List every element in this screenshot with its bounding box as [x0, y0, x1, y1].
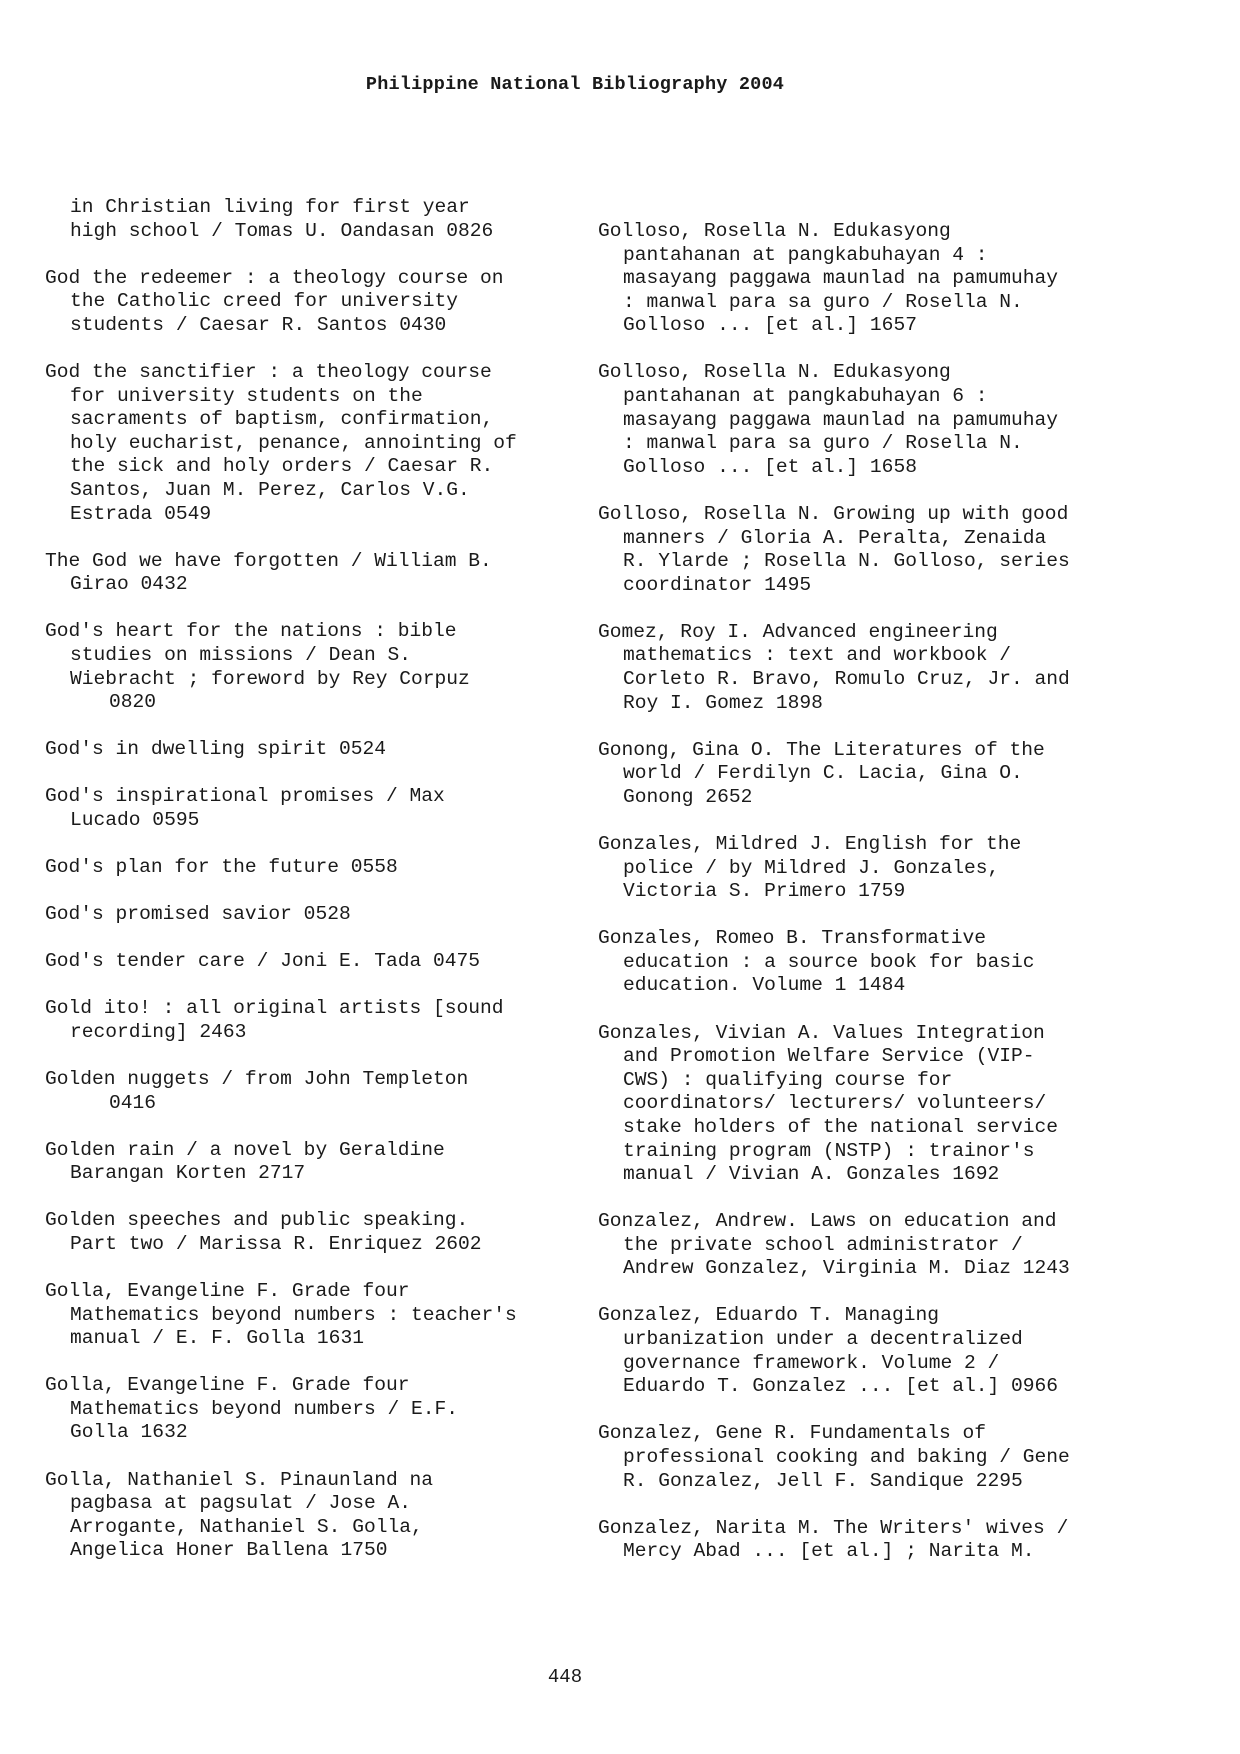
entry-line: education. Volume 1 1484: [623, 974, 906, 997]
bibliography-entry: [45, 950, 565, 974]
entry-line: recording] 2463: [70, 1020, 247, 1043]
entry-line: God the sanctifier : a theology course: [45, 360, 492, 383]
entry-line: pantahanan at pangkabuhayan 6 :: [623, 385, 988, 408]
bibliography-entry: [45, 1139, 565, 1186]
bibliography-entry: [598, 833, 1118, 904]
entry-line: Gold ito! : all original artists [sound: [45, 997, 504, 1020]
entry-line: Andrew Gonzalez, Virginia M. Diaz 1243: [623, 1257, 1070, 1280]
entry-line: Wiebracht ; foreword by Rey Corpuz: [70, 667, 470, 690]
entry-line: Santos, Juan M. Perez, Carlos V.G.: [70, 478, 470, 501]
entry-line: stake holders of the national service: [623, 1115, 1059, 1138]
bibliography-entry: [598, 739, 1118, 810]
entry-line: 0820: [109, 691, 157, 714]
entry-line: pagbasa at pagsulat / Jose A.: [70, 1492, 411, 1515]
entry-line: Mathematics beyond numbers / E.F.: [70, 1397, 459, 1420]
entry-line: Golloso ... [et al.] 1658: [623, 455, 917, 478]
bibliography-entry: [598, 1210, 1118, 1281]
entry-line: Golden rain / a novel by Geraldine: [45, 1138, 445, 1161]
page-number: 448: [547, 1666, 583, 1688]
entry-line: Gonzalez, Andrew. Laws on education and: [598, 1210, 1057, 1233]
entry-line: Mercy Abad ... [et al.] ; Narita M.: [623, 1540, 1035, 1563]
bibliography-entry: [598, 220, 1118, 338]
entry-line: Eduardo T. Gonzalez ... [et al.] 0966: [623, 1375, 1059, 1398]
bibliography-entry: [45, 361, 565, 526]
entry-line: God's plan for the future 0558: [45, 855, 398, 878]
entry-line: God's tender care / Joni E. Tada 0475: [45, 950, 481, 973]
entry-line: sacraments of baptism, confirmation,: [70, 408, 494, 431]
entry-line: Angelica Honer Ballena 1750: [70, 1539, 388, 1562]
entry-line: professional cooking and baking / Gene: [623, 1445, 1070, 1468]
page-title: Philippine National Bibliography 2004: [365, 74, 785, 95]
entry-line: masayang paggawa maunlad na pamumuhay: [623, 267, 1059, 290]
entry-line: urbanization under a decentralized: [623, 1328, 1023, 1351]
entry-line: and Promotion Welfare Service (VIP-: [623, 1045, 1035, 1068]
entry-line: Golla, Evangeline F. Grade four: [45, 1374, 410, 1397]
entry-line: 0416: [109, 1091, 157, 1114]
entry-line: Part two / Marissa R. Enriquez 2602: [70, 1232, 482, 1255]
entry-line: Estrada 0549: [70, 502, 212, 525]
entry-line: CWS) : qualifying course for: [623, 1068, 953, 1091]
bibliography-entry: [45, 1469, 565, 1563]
entry-line: Barangan Korten 2717: [70, 1162, 306, 1185]
entry-line: Arrogante, Nathaniel S. Golla,: [70, 1515, 423, 1538]
entry-line: Gonzalez, Eduardo T. Managing: [598, 1304, 939, 1327]
entry-line: R. Gonzalez, Jell F. Sandique 2295: [623, 1469, 1023, 1492]
right-column: [598, 220, 1118, 1587]
bibliography-entry: [45, 1209, 565, 1256]
entry-line: : manwal para sa guro / Rosella N.: [623, 290, 1023, 313]
entry-line: Gonzales, Romeo B. Transformative: [598, 927, 987, 950]
bibliography-entry: [45, 1374, 565, 1445]
bibliography-entry: [45, 997, 565, 1044]
entry-line: Gomez, Roy I. Advanced engineering: [598, 620, 998, 643]
entry-line: Golla 1632: [70, 1421, 188, 1444]
entry-line: the private school administrator /: [623, 1233, 1023, 1256]
entry-line: police / by Mildred J. Gonzales,: [623, 856, 1000, 879]
bibliography-entry: [45, 550, 565, 597]
entry-line: Golden nuggets / from John Templeton: [45, 1067, 469, 1090]
entry-line: in Christian living for first year: [70, 196, 470, 218]
bibliography-entry: [45, 856, 565, 880]
entry-line: Gonzales, Vivian A. Values Integration: [598, 1021, 1045, 1044]
entry-line: Mathematics beyond numbers : teacher's: [70, 1303, 517, 1326]
entry-line: manual / E. F. Golla 1631: [70, 1327, 364, 1350]
entry-line: Gonong 2652: [623, 785, 753, 808]
entry-line: Golla, Nathaniel S. Pinaunland na: [45, 1468, 434, 1491]
entry-line: God's in dwelling spirit 0524: [45, 738, 386, 761]
entry-line: the Catholic creed for university: [70, 290, 459, 313]
bibliography-entry: [45, 1280, 565, 1351]
entry-line: coordinators/ lecturers/ volunteers/: [623, 1092, 1047, 1115]
entry-line: Golloso, Rosella N. Growing up with good: [598, 502, 1069, 525]
bibliography-entry: [45, 785, 565, 832]
entry-line: mathematics : text and workbook /: [623, 644, 1012, 667]
entry-line: students / Caesar R. Santos 0430: [70, 313, 447, 336]
bibliography-entry: [598, 927, 1118, 998]
entry-line: high school / Tomas U. Oandasan 0826: [70, 219, 494, 242]
bibliography-entry: [45, 620, 565, 714]
bibliography-entry: [45, 196, 565, 243]
entry-line: manual / Vivian A. Gonzales 1692: [623, 1163, 1000, 1186]
entry-line: the sick and holy orders / Caesar R.: [70, 455, 494, 478]
entry-line: Roy I. Gomez 1898: [623, 691, 823, 714]
entry-line: Victoria S. Primero 1759: [623, 880, 906, 903]
entry-line: Lucado 0595: [70, 808, 200, 831]
entry-line: Golloso, Rosella N. Edukasyong: [598, 220, 951, 242]
entry-line: holy eucharist, penance, annointing of: [70, 431, 517, 454]
entry-line: Gonong, Gina O. The Literatures of the: [598, 738, 1045, 761]
entry-line: The God we have forgotten / William B.: [45, 549, 492, 572]
entry-line: God the redeemer : a theology course on: [45, 266, 504, 289]
entry-line: Corleto R. Bravo, Romulo Cruz, Jr. and: [623, 668, 1070, 690]
entry-line: Gonzales, Mildred J. English for the: [598, 832, 1022, 855]
bibliography-entry: [45, 267, 565, 338]
entry-line: world / Ferdilyn C. Lacia, Gina O.: [623, 762, 1023, 785]
entry-line: coordinator 1495: [623, 573, 812, 596]
entry-line: Golloso ... [et al.] 1657: [623, 314, 917, 337]
entry-line: Golden speeches and public speaking.: [45, 1209, 469, 1232]
entry-line: God's promised savior 0528: [45, 903, 351, 926]
entry-line: education : a source book for basic: [623, 950, 1035, 973]
entry-line: Girao 0432: [70, 573, 188, 596]
entry-line: for university students on the: [70, 384, 423, 407]
bibliography-entry: [598, 621, 1118, 715]
bibliography-entry: [598, 1022, 1118, 1187]
entry-line: masayang paggawa maunlad na pamumuhay: [623, 408, 1059, 431]
entry-line: training program (NSTP) : trainor's: [623, 1139, 1035, 1162]
bibliography-entry: [598, 503, 1118, 597]
entry-line: Gonzalez, Narita M. The Writers' wives /: [598, 1516, 1069, 1539]
left-column: [45, 196, 565, 1586]
entry-line: Gonzalez, Gene R. Fundamentals of: [598, 1422, 987, 1445]
entry-line: Golloso, Rosella N. Edukasyong: [598, 361, 951, 384]
entry-line: Golla, Evangeline F. Grade four: [45, 1280, 410, 1302]
entry-line: R. Ylarde ; Rosella N. Golloso, series: [623, 550, 1070, 573]
entry-line: God's heart for the nations : bible: [45, 620, 457, 643]
bibliography-entry: [598, 1422, 1118, 1493]
bibliography-entry: [598, 1304, 1118, 1398]
entry-line: studies on missions / Dean S.: [70, 643, 411, 666]
bibliography-entry: [598, 361, 1118, 479]
entry-line: pantahanan at pangkabuhayan 4 :: [623, 243, 988, 266]
bibliography-entry: [598, 1517, 1118, 1564]
entry-line: : manwal para sa guro / Rosella N.: [623, 432, 1023, 455]
entry-line: governance framework. Volume 2 /: [623, 1351, 1000, 1374]
bibliography-entry: [45, 738, 565, 762]
bibliography-entry: [45, 903, 565, 927]
entry-line: God's inspirational promises / Max: [45, 785, 445, 808]
entry-line: manners / Gloria A. Peralta, Zenaida: [623, 526, 1047, 549]
bibliography-entry: [45, 1068, 565, 1115]
